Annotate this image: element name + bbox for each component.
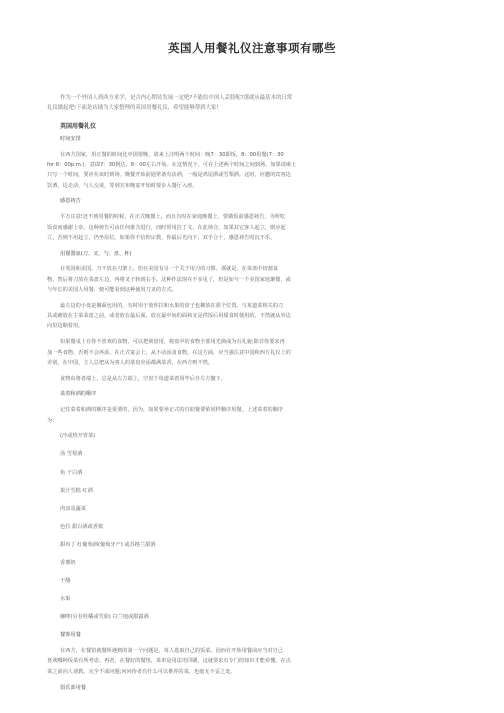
paragraph-line: 平万注意!还不到用餐的时候。在正式晚餐上，而且有时在家庭晚餐上，要做饭前感恩祷告，为所吃 — [60, 214, 286, 221]
document-body — [47, 134, 463, 698]
list-item: 鱼 干白酒 — [60, 469, 83, 476]
intro-line: 作为一个外国人到西方求学，是否内心期待发展一定吧?不能给中国人丢脸呢?那就从最基本的日常 — [60, 95, 293, 101]
list-item: 水果 — [60, 596, 71, 603]
paragraph-line: 向里边顺着用。 — [47, 323, 84, 330]
paragraph-line: 在西方，在餐馆就餐所遇到的第一个问题是，每人选取自己的饭菜。因而在开始用餐前应当对自己 — [60, 648, 284, 655]
paragraph-line: 差别，在中国，主人总把从为客人的菜盘应添都满菜香，在西方则不然。 — [47, 359, 214, 366]
paragraph-line: 记住菜着和酒的顺序是重要的，因为，如果要举正式的自助餐要依同样顺序用餐。上述菜着的顺序 — [60, 407, 284, 414]
paragraph-line: 与年长的美国人用餐，便可能看到这种使用刀叉的方式。 — [47, 287, 177, 294]
list-item: 干酪 — [60, 578, 71, 585]
paragraph-line: 在英国和美国，刀不放在刀架上，但在美国有另一个关于用刀的习惯。那就是，在菜盘中切割食 — [60, 266, 278, 273]
intro-line: 礼仪做起吧!下面是店铺为大家整理的英国用餐礼仪，希望能够帮到大家! — [47, 105, 219, 111]
page-title: 英国人用餐礼仪注意事项有哪些 — [168, 41, 336, 55]
list-item: 香薯奶 — [60, 559, 76, 566]
list-item: 汤 雪梨酒 — [60, 451, 83, 458]
section-title: 英国用餐礼仪 — [60, 123, 97, 130]
list-item: 色拉 甜白酒或香槟 — [60, 523, 104, 530]
subheading: 感恩祷告 — [60, 198, 81, 205]
body-paragraph — [47, 301, 463, 332]
body-paragraph — [47, 264, 463, 295]
paragraph-line: for 8：00p.m.)，意即7：30到达，8：00左右开始。在这情况下，可在上述两个时间之间到场。如果请柬上 — [47, 162, 297, 169]
paragraph-line: 饮酒，边走动，与人交谈，等到宣布晚宴开始时要步入餐厅入座。 — [47, 182, 198, 189]
body-paragraph — [47, 337, 463, 368]
intro-paragraph — [47, 93, 463, 113]
paragraph-line: 在西方国家，用正餐的时间比中国要晚。请来上注明两个时间：晚7：30即饭，8：00用餐(7：30 — [60, 151, 284, 158]
paragraph-line: 物，然后将刀放在菜盘左边，再将叉子转到右手。这种作法现在不多见了，但是如与一个美国家庭聚餐，或 — [47, 276, 291, 283]
paragraph-line: 立，否则不用起立，仍坐原位。如果你不信仰宗教，你最后光向下，双手合十，感恩祷告时沉不乐。 — [47, 234, 276, 241]
list-item: 甜布丁 红葡萄酒(葡萄牙产) 或苏格兰甜酒 — [60, 541, 156, 548]
list-item: 肉食及蔬菜 — [60, 505, 86, 512]
paragraph-line: 食物由将者端上，总是从左方端上，空盘于每道菜着用毕后自左方撤下。 — [60, 375, 227, 382]
subheading: 时间安排 — [60, 136, 81, 142]
paragraph-line: 具或刺放在主菜菜盘之前，或者放在最后面，放在最中间的面和叉是供饭后用甜食时使用的，不然就从外边 — [47, 313, 291, 320]
paragraph-line: 如果餐桌上有你不喜欢的食物，可以把须盘用，将盘中的食物全部用光换成为有礼貌;除非你要求再 — [60, 339, 285, 346]
list-item: 咖啡(另有桂橘或雪茄) 白兰地或甜露酒 — [60, 614, 149, 621]
paragraph-line: 只写一个时间，要应在该时到场。晚餐开始前通常备有活酒，一般是鸡尾酒或雪梨酒。这时，应邀的宾客边 — [47, 172, 291, 179]
subheading: 菜着和酒的顺序 — [60, 391, 97, 398]
paragraph-line: 加一些食物，否则不会再添。在正式宴会上，从不动添食食物。在这方面，应当强注意中国和西方礼仪上的 — [47, 349, 291, 356]
body-paragraph — [47, 150, 463, 191]
paragraph-line: 为： — [47, 417, 58, 424]
body-paragraph — [47, 212, 463, 243]
subheading: 用餐器皿(刀、叉、勺、盘、杯) — [60, 250, 132, 257]
paragraph-line: 菜之前向人请教，完全不成问题;问问侍者有什么可以推荐的菜，也毫无不妥之处。 — [47, 668, 236, 675]
subheading: 餐饰用餐 — [60, 632, 81, 639]
body-paragraph — [47, 374, 463, 384]
paragraph-line: 最左边的小盘是搁面包用的。有时用于放你拉和水果的盘子也搁放在那个位置。与某道菜相关的刀 — [60, 302, 284, 309]
paragraph-line: 饭食而感谢上帝。这种祷告可由任何谁含进行，而时常用拉丁文。在此场合，如果其它客人起立，则应起 — [47, 224, 286, 231]
paragraph-line: 喜欢哪种饭菜有所考虑。再者，在餐好的餐馆，菜单是用法语印刷，这就要求有专门的知识才能看懂。在点 — [47, 658, 291, 665]
list-item: (冷或热开胃菜) — [60, 433, 96, 440]
body-paragraph — [47, 405, 463, 426]
body-paragraph — [47, 646, 463, 677]
subheading: 俱乐部用餐 — [60, 684, 86, 691]
list-item: 果汁雪糕 红酒 — [60, 487, 93, 494]
